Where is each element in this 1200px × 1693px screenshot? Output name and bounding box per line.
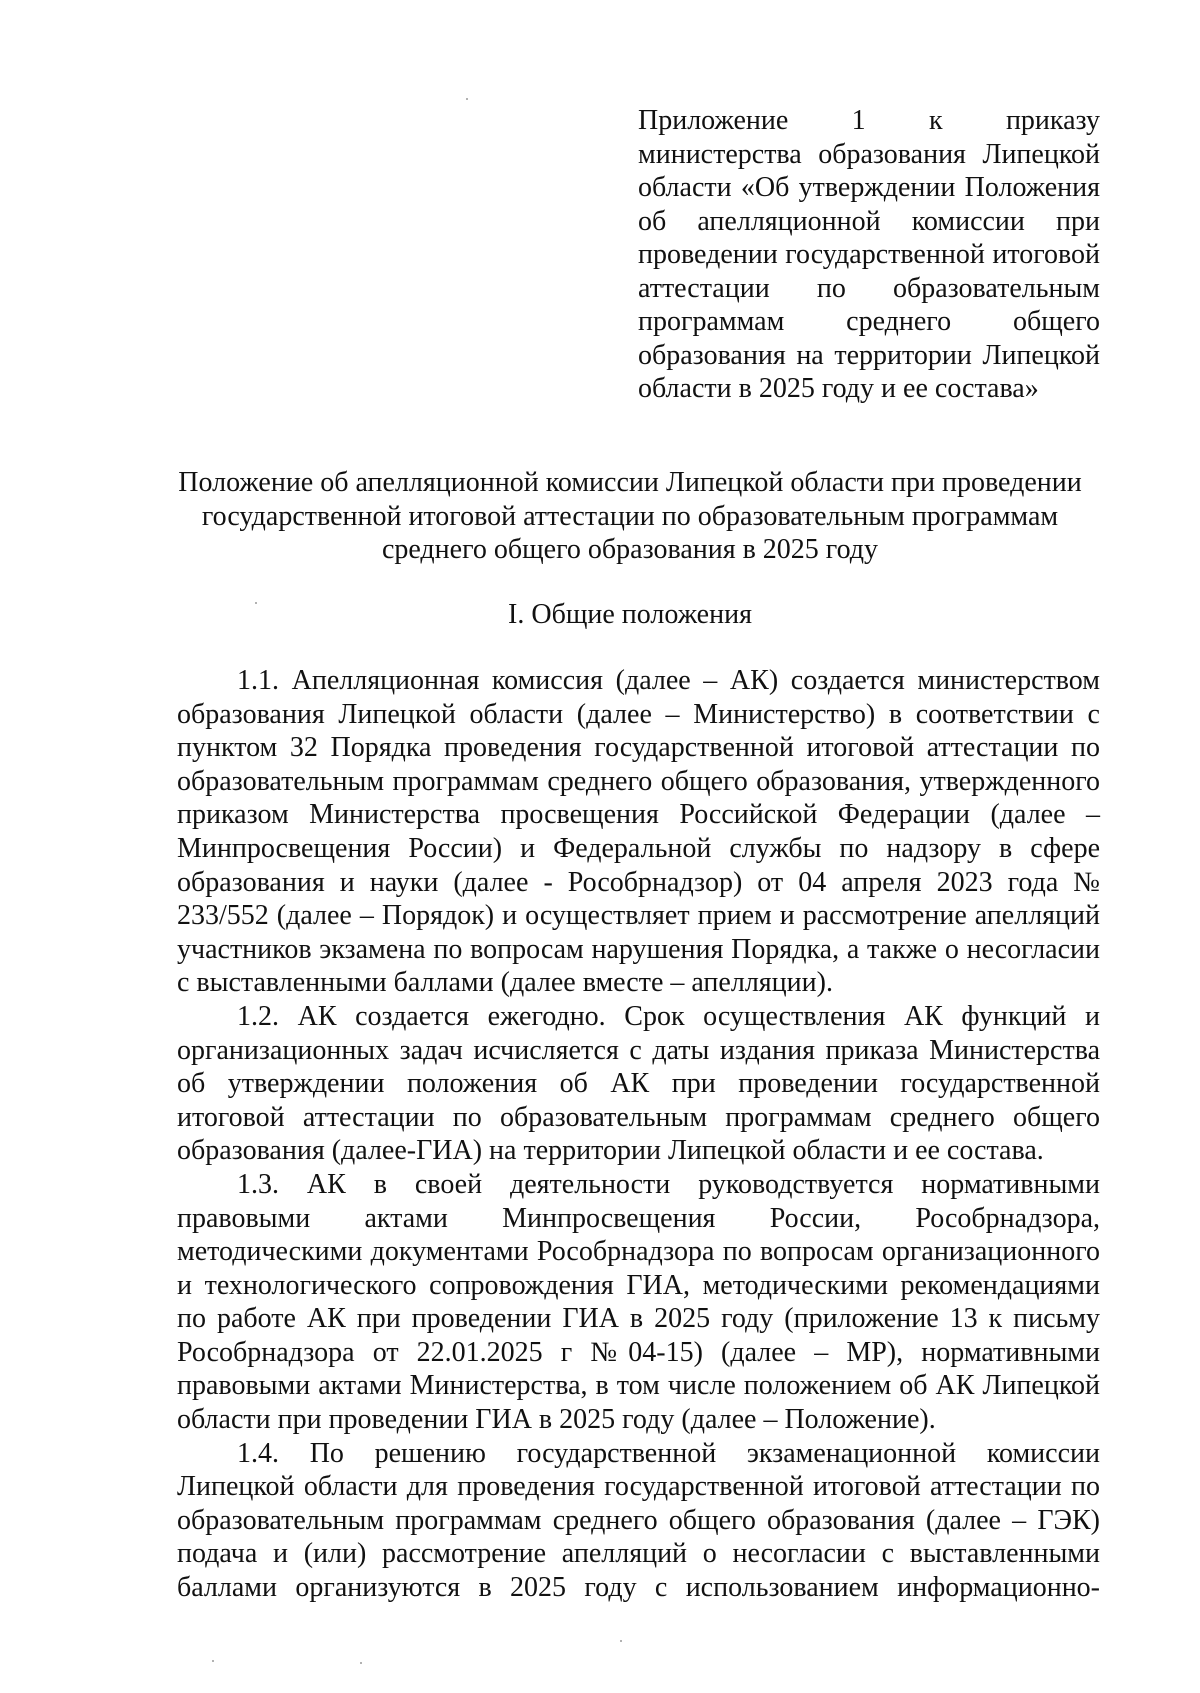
scan-speck [255,602,257,604]
paragraph-1-3: 1.3. АК в своей деятельности руководствуется нормативными правовыми актами Минпросвещения России, Рособрнадзора, методическими документами Рособрнадзора по вопросам организационного и технологического сопровождения ГИА, методическими рекомендациями по работе АК при проведении ГИА в 2025 году (приложение 13 к письму Рособрнадзора от 22.01.2025 г №04-15) (далее – МР), нормативными правовыми актами Министерства, в том числе положением об АК Липецкой области при проведении ГИА в 2025 году (далее – Положение). [177,1168,1100,1436]
paragraph-1-4: 1.4. По решению государственной экзаменационной комиссии Липецкой области для проведения государственной итоговой аттестации по образовательным программам среднего общего образования (далее – ГЭК) подача и (или) рассмотрение апелляций о несогласии с выставленными баллами организуются в 2025 году с использованием информационно- [177,1437,1100,1604]
scan-speck [466,98,468,100]
scan-speck [620,1640,622,1642]
paragraph-1-1: 1.1. Апелляционная комиссия (далее – АК) создается министерством образования Липецкой области (далее – Министерство) в соответствии с пунктом 32 Порядка проведения государственной итоговой аттестации по образовательным программам среднего общего образования, утвержденного приказом Министерства просвещения Российской Федерации (далее – Минпросвещения России) и Федеральной службы по надзору в сфере образования и науки (далее - Рособрнадзор) от 04 апреля 2023 года № 233/552 (далее – Порядок) и осуществляет прием и рассмотрение апелляций участников экзамена по вопросам нарушения Порядка, а также о несогласии с выставленными баллами (далее вместе – апелляции). [177,665,1100,999]
document-title: Положение об апелляционной комиссии Липецкой области при проведении государственной итоговой аттестации по образовательным программам среднего общего образования в 2025 году [178,467,1082,565]
paragraph-1-2: 1.2. АК создается ежегодно. Срок осуществления АК функций и организационных задач исчисляется с даты издания приказа Министерства об утверждении положения об АК при проведении государственной итоговой аттестации по образовательным программам среднего общего образования (далее-ГИА) на территории Липецкой области и ее состава. [177,1000,1100,1167]
appendix-note: Приложение 1 к приказу министерства образования Липецкой области «Об утверждении Положения об апелляционной комиссии при проведении государственной итоговой аттестации по образовательным программам среднего общего образования на территории Липецкой области в 2025 году и ее состава» [638,105,1100,404]
section-heading: I. Общие положения [508,599,752,630]
scan-speck [212,1660,214,1662]
document-body [177,664,1100,1605]
scan-speck [360,1662,362,1664]
